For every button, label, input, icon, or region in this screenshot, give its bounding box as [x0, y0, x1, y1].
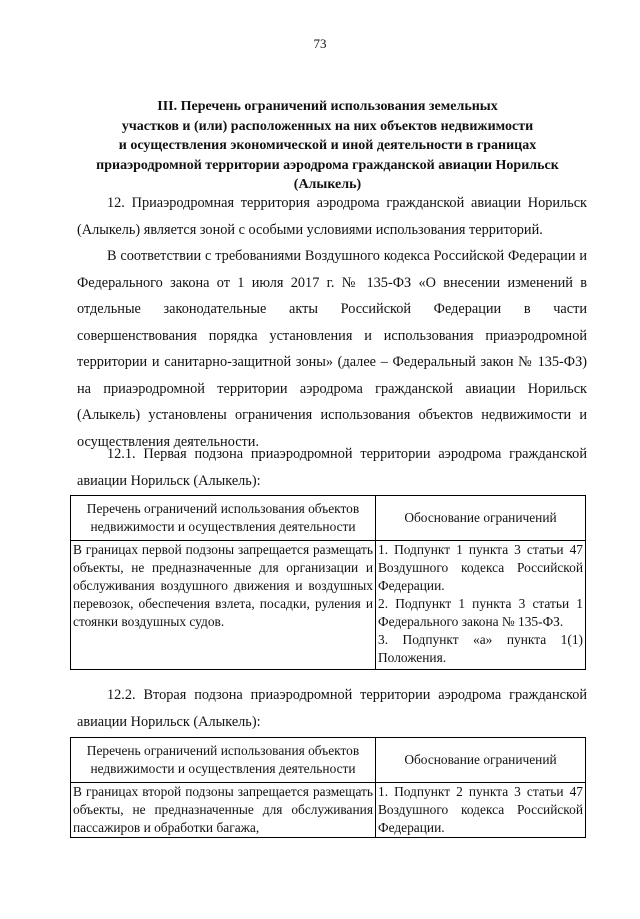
paragraph-12: 12. Приаэродромная территория аэродрома гражданской авиации Норильск (Алыкель) является зоной с особыми условиями использования территорий. [77, 195, 587, 238]
table1-basis-item: 3. Подпункт «а» пункта 1(1) Положения. [378, 632, 583, 665]
paragraph-12-2: 12.2. Вторая подзона приаэродромной территории аэродрома гражданской авиации Норильск (Алыкель): [77, 687, 587, 730]
table1-header-left: Перечень ограничений использования объектов недвижимости и осуществления деятельности [71, 496, 376, 541]
table2-restriction-cell: В границах второй подзоны запрещается размещать объекты, не предназначенные для обслуживания пассажиров и обработки багажа, [71, 783, 376, 838]
table1-basis-cell [376, 541, 586, 670]
restrictions-table-1 [70, 495, 586, 670]
table1-basis-item: 1. Подпункт 1 пункта 3 статьи 47 Воздушного кодекса Российской Федерации. [378, 542, 583, 593]
table2-header-left: Перечень ограничений использования объектов недвижимости и осуществления деятельности [71, 738, 376, 783]
table2-basis-cell: 1. Подпункт 2 пункта 3 статьи 47 Воздушного кодекса Российской Федерации. [376, 783, 586, 838]
heading-line: и осуществления экономической и иной деятельности в границах [118, 138, 537, 153]
table1-restriction-cell: В границах первой подзоны запрещается размещать объекты, не предназначенные для организации и обслуживания воздушного движения и воздушных перевозок, обеспечения взлета, посадки, руления и стоянки воздушных судов. [71, 541, 376, 670]
table1-header-right: Обоснование ограничений [376, 496, 586, 541]
heading-line: III. Перечень ограничений использования земельных [157, 99, 498, 114]
heading-line: (Алыкель) [293, 177, 362, 192]
heading-line: участков и (или) расположенных на них объектов недвижимости [121, 118, 534, 134]
section-heading [60, 97, 595, 195]
table1-basis-item: 2. Подпункт 1 пункта 3 статьи 1 Федерального закона № 135-ФЗ. [378, 596, 583, 629]
paragraph-12-1: 12.1. Первая подзона приаэродромной территории аэродрома гражданской авиации Норильск (Алыкель): [77, 446, 587, 489]
heading-line: приаэродромной территории аэродрома гражданской авиации Норильск [96, 157, 559, 173]
table2-header-right: Обоснование ограничений [376, 738, 586, 783]
paragraph-law: В соответствии с требованиями Воздушного кодекса Российской Федерации и Федерального закона от 1 июля 2017 г. № 135-ФЗ «О внесении изменений в отдельные законодательные акты Российской Федерации в части совершенствования порядка установления и использования приаэродромной территории и санитарно-защитной зоны» (далее – Федеральный закон № 135-ФЗ) на приаэродромной территории аэродрома гражданской авиации Норильск (Алыкель) установлены ограничения использования объектов недвижимости и осуществления деятельности. [77, 248, 587, 450]
restrictions-table-2 [70, 737, 586, 838]
page-number: 73 [313, 36, 327, 51]
